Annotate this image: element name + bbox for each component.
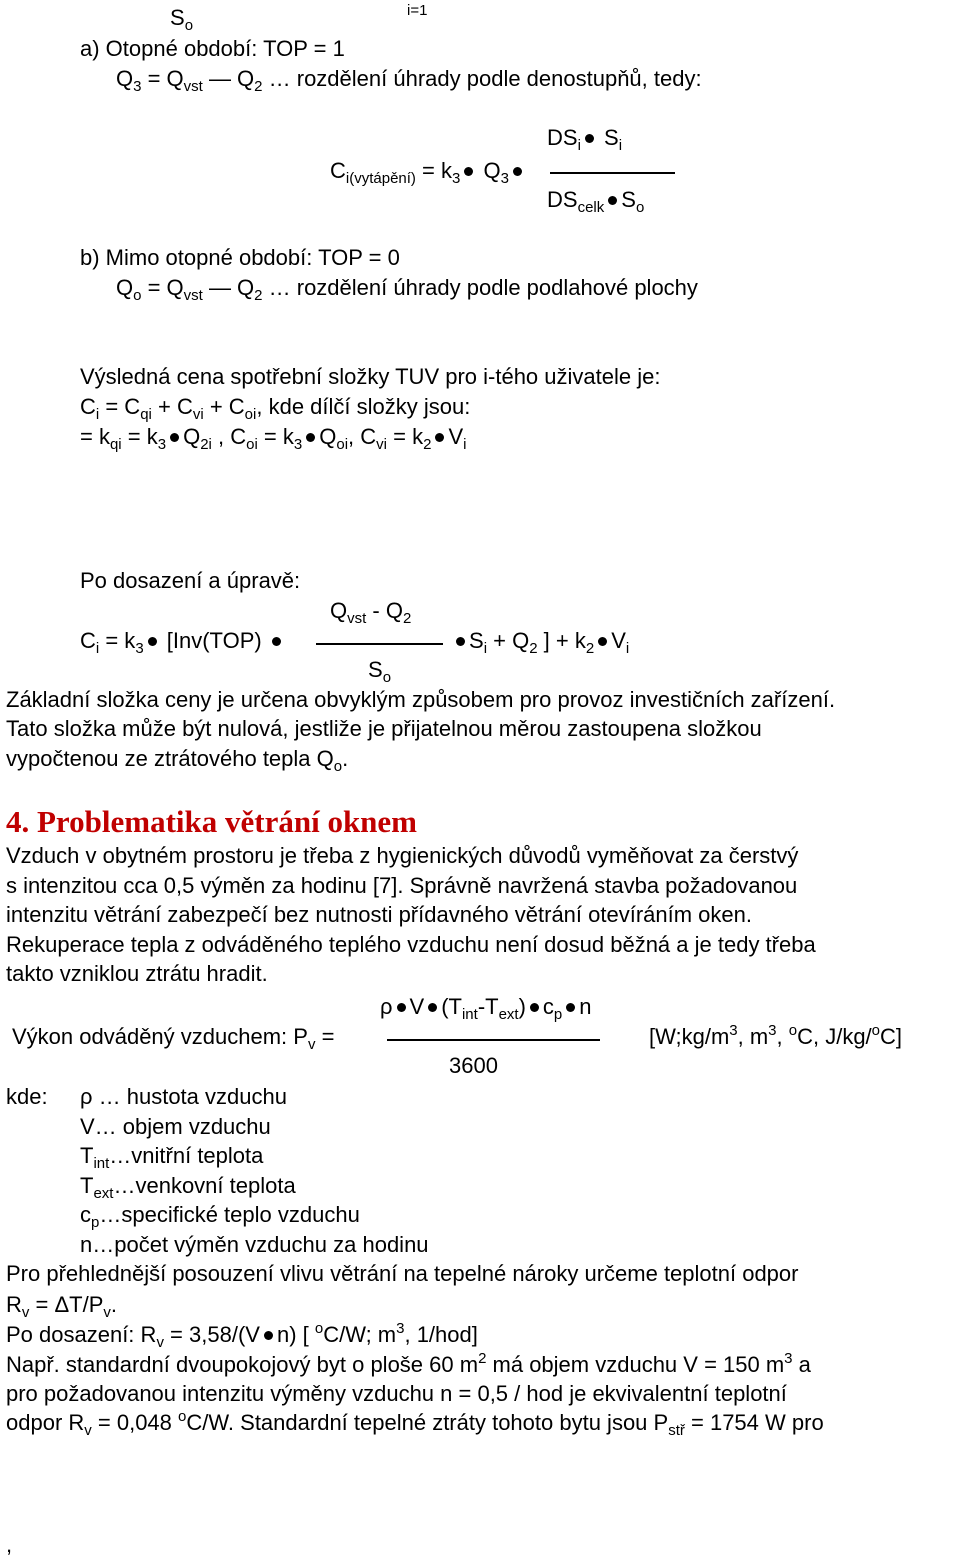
para3-line-6: odpor $R_v = 0,048$ $^o$C/W. Standardní tepelné ztráty tohoto bytu jsou $P_{stř} = 1754$ W pro bbox=[6, 1408, 824, 1439]
legend-rho: ρ … hustota vzduchu bbox=[80, 1084, 287, 1109]
para3-line-4: Např. standardní dvoupokojový byt o ploše 60 $m^2$ má objem vzduchu V = 150 $m^3$ a bbox=[6, 1350, 811, 1377]
subst-formula-left: $C_i = k_3$ [Inv(TOP) bbox=[80, 628, 285, 653]
footer-comma: , bbox=[6, 1532, 13, 1557]
para3-line-2: $R_v = \Delta T/P_v$. bbox=[6, 1292, 118, 1321]
subst-numerator: $Q_{vst} - Q_2$ bbox=[330, 598, 412, 627]
legend-cp: $c_p\dots specifické$ teplo vzduchu bbox=[80, 1202, 360, 1231]
subst-formula-right: $S_i + Q_2$ ] + $k_2$ $V_i$ bbox=[452, 628, 629, 653]
para2-line-3: intenzitu větrání zabezpečí bez nutnosti přídavného větrání otevíráním oken. bbox=[6, 902, 753, 927]
result-line-1: Výsledná cena spotřební složky TUV pro i-tého uživatele je: bbox=[80, 364, 661, 389]
legend-kde: kde: bbox=[6, 1084, 48, 1109]
fraction-bar bbox=[387, 1039, 600, 1041]
case-a-equation: $Q_3 = Q_{vst}$ — $Q_2$ … rozdělení úhrady podle denostupňů, tedy: bbox=[116, 66, 702, 95]
subst-denominator: $S_o$ bbox=[368, 657, 392, 686]
legend-text: $T_{ext}\dots venkovní$ teplota bbox=[80, 1173, 296, 1202]
para3-line-1: Pro přehlednější posouzení vlivu větrání na tepelné nároky určeme teplotní odpor bbox=[6, 1261, 799, 1286]
result-line-2: $C_i = C_{qi} + C_{vi} + C_{oi}$, kde dílčí složky jsou: bbox=[80, 394, 471, 423]
result-line-3: = $k_{qi} = k_3$ $Q_{2i}$ , $C_{oi} = k_3$ $Q_{oi}$, $C_{vi} = k_2$ $V_i$ bbox=[80, 424, 467, 453]
formula-denominator: 3600 bbox=[449, 1053, 498, 1078]
para1-line-2: Tato složka může být nulová, jestliže je přijatelnou měrou zastoupena složkou bbox=[6, 716, 762, 741]
case-a-denominator: $DS_{celk}$ $S_o$ bbox=[547, 187, 645, 216]
case-a-title: a) Otopné období: TOP = 1 bbox=[80, 36, 345, 61]
case-a-numerator: $DS_i$ $S_i$ bbox=[547, 125, 623, 154]
legend-n: n…počet výměn vzduchu za hodinu bbox=[80, 1232, 429, 1257]
case-b-equation: $Q_o = Q_{vst}$ — $Q_2$ … rozdělení úhrady podle podlahové plochy bbox=[116, 275, 698, 304]
para2-line-2: s intenzitou cca 0,5 výměn za hodinu [7]. Správně navržená stavba požadovanou bbox=[6, 873, 798, 898]
para2-line-1: Vzduch v obytném prostoru je třeba z hygienických důvodů vyměňovat za čerstvý bbox=[6, 843, 799, 868]
formula-units: [$W;kg/m^3$, $m^3$, $^o$C, J/kg/$^o$C] bbox=[649, 1022, 903, 1049]
formula-numerator: ρ V $(T_{int}-T_{ext})$ $c_p$ n bbox=[380, 994, 592, 1023]
case-b-title: b) Mimo otopné období: TOP = 0 bbox=[80, 245, 400, 270]
legend-v: V… objem vzduchu bbox=[80, 1114, 271, 1139]
para2-line-4: Rekuperace tepla z odváděného teplého vzduchu není dosud běžná a je tedy třeba bbox=[6, 932, 816, 957]
para1-line-1: Základní složka ceny je určena obvyklým způsobem pro provoz investičních zařízení. bbox=[6, 687, 836, 712]
para1-line-3: vypočtenou ze ztrátového tepla $Q_o$. bbox=[6, 746, 349, 775]
para3-line-5: pro požadovanou intenzitu výměny vzduchu n = 0,5 / hod je ekvivalentní teplotní bbox=[6, 1381, 787, 1406]
fraction-bar bbox=[550, 172, 675, 174]
legend-tint: $T_{int}\dots vnitřní$ teplota bbox=[80, 1143, 264, 1172]
sum-index: i=1 bbox=[407, 2, 428, 19]
formula-label: Výkon odváděný vzduchem: $P_v$ = bbox=[12, 1024, 335, 1053]
section-heading: 4. Problematika větrání oknem bbox=[6, 804, 418, 839]
fraction-bar bbox=[316, 643, 443, 645]
so-label: $S_o$ bbox=[170, 5, 194, 34]
para3-line-3: Po dosazení: $R_v = 3,58/(V$ n) [ $^o$C/W; $m^3$, 1/hod] bbox=[6, 1320, 478, 1351]
case-a-formula: $C_{i(vytápění)} = k_3$ $Q_3$ bbox=[330, 158, 526, 183]
para2-line-5: takto vzniklou ztrátu hradit. bbox=[6, 961, 268, 986]
subst-title: Po dosazení a úpravě: bbox=[80, 568, 301, 593]
